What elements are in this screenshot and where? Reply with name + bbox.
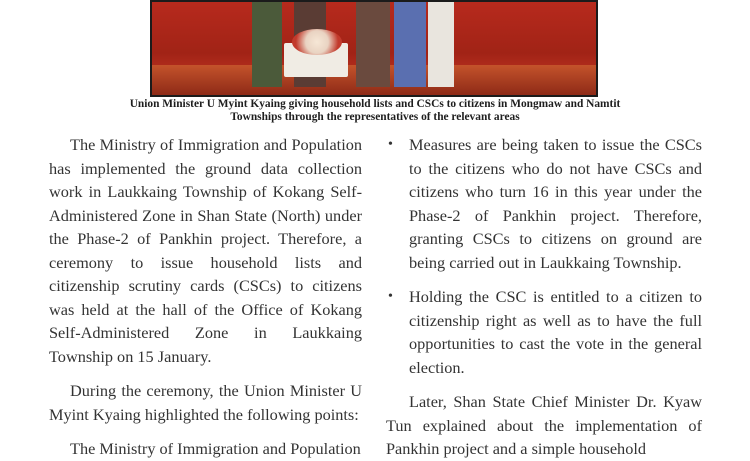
photo-flowers bbox=[292, 29, 342, 55]
ceremony-photo bbox=[150, 0, 598, 97]
bullet-item bbox=[386, 285, 702, 379]
caption-line-2: Townships through the representatives of the relevant areas bbox=[230, 111, 520, 123]
body-paragraph: Later, Shan State Chief Minister Dr. Kyaw Tun explained about the implementation of Pankhin project and a simple household bbox=[386, 392, 702, 458]
photo-figure-5 bbox=[428, 0, 454, 87]
bullet-text: Holding the CSC is entitled to a citizen to citizenship right as well as to have the full opportunities to cast the vote in the general election. bbox=[409, 287, 702, 377]
photo-caption bbox=[0, 98, 750, 124]
photo-figure-4 bbox=[394, 0, 426, 87]
caption-line-1: Union Minister U Myint Kyaing giving household lists and CSCs to citizens in Mongmaw and Namtit bbox=[129, 98, 621, 110]
body-paragraph: During the ceremony, the Union Minister U Myint Kyaing highlighted the following points: bbox=[49, 381, 362, 424]
body-paragraph: The Ministry of Immigration and Population has implemented the ground data collection work in Laukkaing Township of Kokang Self-Administered Zone in Shan State (North) under the Phase-2 of Pankhin project. Therefore, a ceremony to issue household lists and citizenship scrutiny cards (CSCs) to citizens was held at the hall of the Office of Kokang Self-Administered Zone in Laukkaing Township on 15 January. bbox=[49, 135, 362, 366]
bullet-dot: • bbox=[388, 137, 393, 152]
bullet-text: Measures are being taken to issue the CSCs to the citizens who do not have CSCs and citizens who turn 16 in this year under the Phase-2 of Pankhin project. Therefore, granting CSCs to citizens on ground are being carried out in Laukkaing Township. bbox=[409, 135, 702, 272]
bullet-dot: • bbox=[388, 289, 393, 304]
right-column bbox=[386, 133, 702, 461]
bullet-item bbox=[386, 133, 702, 274]
photo-figure-3 bbox=[356, 0, 390, 87]
bullet-list bbox=[386, 133, 702, 379]
photo-figure-1 bbox=[252, 0, 282, 87]
body-paragraph: The Ministry of Immigration and Population bbox=[70, 439, 361, 458]
left-column bbox=[49, 133, 362, 461]
